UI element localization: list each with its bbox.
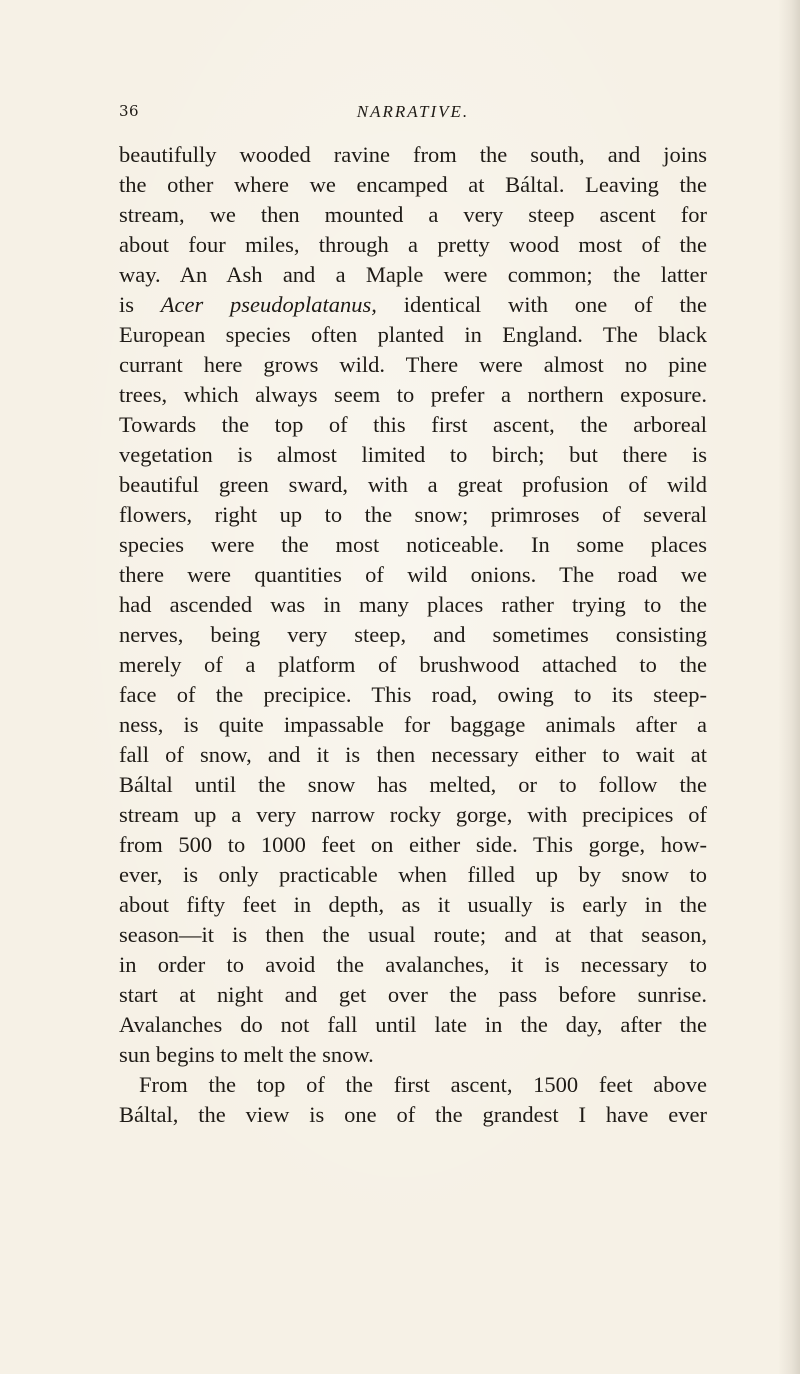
text-line: Avalanches do not fall until late in the day, after the bbox=[119, 1012, 707, 1037]
text-line: From the top of the first ascent, 1500 feet above bbox=[139, 1072, 707, 1097]
text-line: beautifully wooded ravine from the south, and joins bbox=[119, 142, 707, 167]
text-line bbox=[119, 290, 707, 320]
text-line: fall of snow, and it is then necessary either to wait at bbox=[119, 742, 707, 767]
text-line: sun begins to melt the snow. bbox=[119, 1042, 374, 1067]
text-line: season—it is then the usual route; and at that season, bbox=[119, 922, 707, 947]
text-line: ness, is quite impassable for baggage animals after a bbox=[119, 712, 707, 737]
page-edge-shadow bbox=[778, 0, 800, 1374]
text-line: way. An Ash and a Maple were common; the latter bbox=[119, 262, 707, 287]
text-line: face of the precipice. This road, owing to its steep- bbox=[119, 682, 707, 707]
text-line: the other where we encamped at Báltal. Leaving the bbox=[119, 172, 707, 197]
text-line: vegetation is almost limited to birch; but there is bbox=[119, 442, 707, 467]
text-line: trees, which always seem to prefer a northern exposure. bbox=[119, 382, 707, 407]
text-line: stream up a very narrow rocky gorge, with precipices of bbox=[119, 802, 707, 827]
text-line: about four miles, through a pretty wood most of the bbox=[119, 232, 707, 257]
running-head: NARRATIVE. bbox=[356, 102, 470, 121]
text-line: European species often planted in England. The black bbox=[119, 322, 707, 347]
page-header bbox=[119, 102, 707, 130]
species-name: Acer pseudoplatanus, bbox=[160, 292, 377, 317]
text-line: nerves, being very steep, and sometimes consisting bbox=[119, 622, 707, 647]
text-line: Báltal until the snow has melted, or to follow the bbox=[119, 772, 707, 797]
text-line: had ascended was in many places rather trying to the bbox=[119, 592, 707, 617]
text-line: there were quantities of wild onions. The road we bbox=[119, 562, 707, 587]
text-line: flowers, right up to the snow; primroses of several bbox=[119, 502, 707, 527]
text-line: about fifty feet in depth, as it usually is early in the bbox=[119, 892, 707, 917]
text-line: from 500 to 1000 feet on either side. This gorge, how- bbox=[119, 832, 707, 857]
text-segment: identical with one of the bbox=[376, 292, 708, 317]
text-line: Báltal, the view is one of the grandest I have ever bbox=[119, 1102, 707, 1127]
text-line: ever, is only practicable when filled up by snow to bbox=[119, 862, 707, 887]
text-line: in order to avoid the avalanches, it is necessary to bbox=[119, 952, 707, 977]
text-line: stream, we then mounted a very steep ascent for bbox=[119, 202, 707, 227]
text-line: beautiful green sward, with a great profusion of wild bbox=[119, 472, 707, 497]
page-number: 36 bbox=[119, 102, 140, 120]
text-segment: is bbox=[119, 292, 161, 317]
text-line: merely of a platform of brushwood attached to the bbox=[119, 652, 707, 677]
text-line: start at night and get over the pass before sunrise. bbox=[119, 982, 707, 1007]
text-line: Towards the top of this first ascent, the arboreal bbox=[119, 412, 707, 437]
text-line: currant here grows wild. There were almost no pine bbox=[119, 352, 707, 377]
text-line: species were the most noticeable. In some places bbox=[119, 532, 707, 557]
body-text bbox=[119, 140, 707, 1130]
